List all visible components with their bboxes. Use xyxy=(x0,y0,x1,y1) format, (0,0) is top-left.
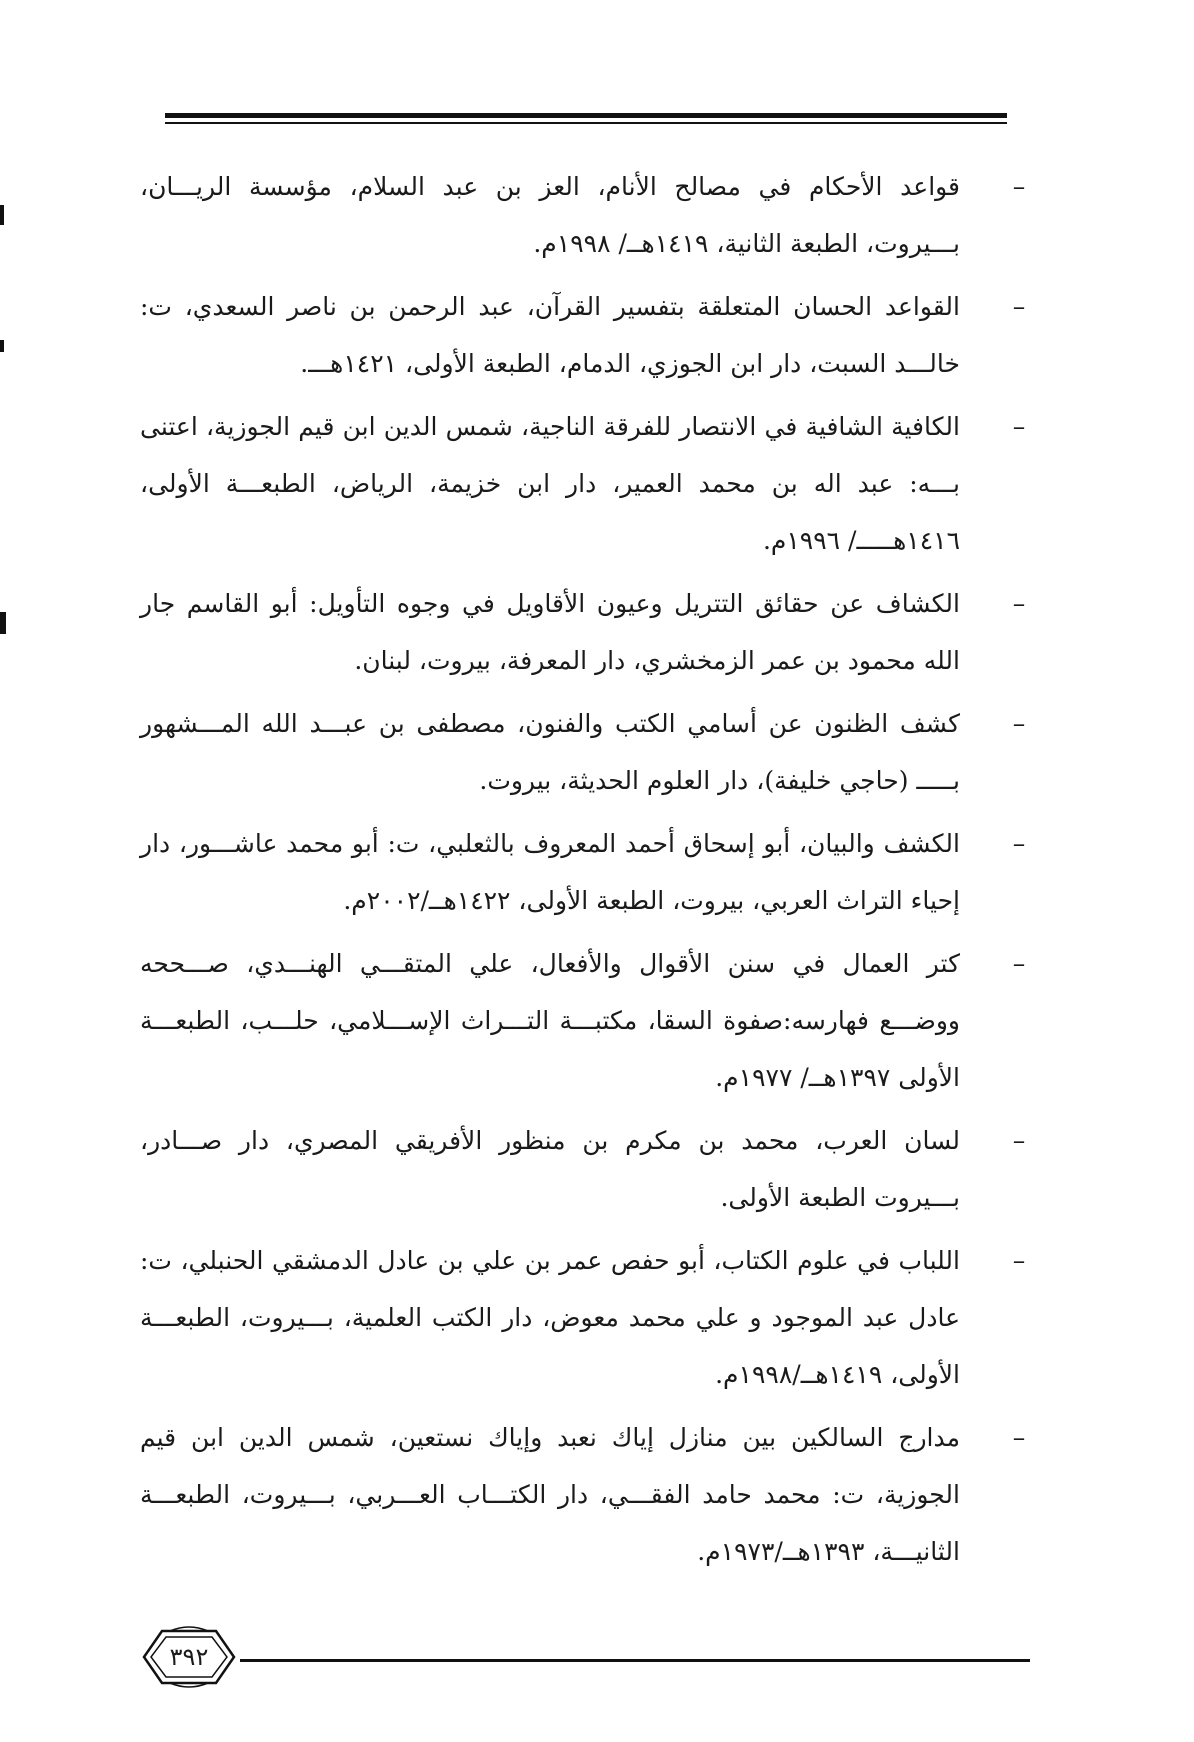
entry-dash: – xyxy=(1012,1423,1026,1452)
page-number-badge xyxy=(140,1625,238,1689)
scan-edge-mark xyxy=(0,205,4,225)
entry-dash: – xyxy=(1012,829,1026,858)
header-rule-thick xyxy=(165,113,1007,118)
bibliography-entry xyxy=(140,398,1030,569)
entry-dash: – xyxy=(1012,1126,1026,1155)
entry-dash: – xyxy=(1012,292,1026,321)
entry-text: الكشاف عن حقائق التتريل وعيون الأقاويل في وجوه التأويل: أبو القاسم جار الله محمود بن عمر الزمخشري، دار المعرفة، بيروت، لبنان. xyxy=(140,589,960,675)
page-number: ٣٩٢ xyxy=(169,1643,209,1671)
scan-edge-mark xyxy=(0,340,4,352)
footer-rule xyxy=(240,1659,1030,1662)
bibliography-entry xyxy=(140,935,1030,1106)
entry-dash: – xyxy=(1012,589,1026,618)
entry-text: الكشف والبيان، أبو إسحاق أحمد المعروف بالثعلبي، ت: أبو محمد عاشـــور، دار إحياء التراث العربي، بيروت، الطبعة الأولى، ١٤٢٢هــ/٢٠٠٢م. xyxy=(140,829,960,915)
bibliography-entry xyxy=(140,575,1030,689)
entry-dash: – xyxy=(1012,709,1026,738)
bibliography-list xyxy=(140,158,1030,1580)
bibliography-entry xyxy=(140,278,1030,392)
entry-text: الكافية الشافية في الانتصار للفرقة الناجية، شمس الدين ابن قيم الجوزية، اعتنى بـــه: عبد اله بن محمد العمير، دار ابن خزيمة، الرياض، الطبعـــة الأولى، ١٤١٦هـــــ/ ١٩٩٦م. xyxy=(140,412,960,555)
entry-dash: – xyxy=(1012,949,1026,978)
bibliography-entry xyxy=(140,1232,1030,1403)
entry-text: كتر العمال في سنن الأقوال والأفعال، علي المتقـــي الهنـــدي، صـــححه ووضـــع فهارسه:صفوة السقا، مكتبـــة التـــراث الإســـلامي، حلـــب، الطبعـــة الأولى ١٣٩٧هــ/ ١٩٧٧م. xyxy=(140,949,960,1092)
entry-dash: – xyxy=(1012,412,1026,441)
entry-dash: – xyxy=(1012,172,1026,201)
page-footer xyxy=(140,1625,1030,1689)
bibliography-entry xyxy=(140,815,1030,929)
bibliography-entry xyxy=(140,1409,1030,1580)
header-rule-thin xyxy=(165,122,1007,124)
entry-text: قواعد الأحكام في مصالح الأنام، العز بن عبد السلام، مؤسسة الريـــان، بـــيروت، الطبعة الثانية، ١٤١٩هــ/ ١٩٩٨م. xyxy=(140,172,960,258)
entry-text: اللباب في علوم الكتاب، أبو حفص عمر بن علي بن عادل الدمشقي الحنبلي، ت: عادل عبد الموجود و علي محمد معوض، دار الكتب العلمية، بـــيروت، الطبعـــة الأولى، ١٤١٩هــ/١٩٩٨م. xyxy=(140,1246,960,1389)
entry-text: مدارج السالكين بين منازل إياك نعبد وإياك نستعين، شمس الدين ابن قيم الجوزية، ت: محمد حامد الفقـــي، دار الكتـــاب العـــربي، بـــيروت، الطبعـــة الثانيـــة، ١٣٩٣هــ/١٩٧٣م. xyxy=(140,1423,960,1566)
bibliography-entry xyxy=(140,1112,1030,1226)
entry-text: كشف الظنون عن أسامي الكتب والفنون، مصطفى بن عبـــد الله المـــشهور بـــــ (حاجي خليفة)، دار العلوم الحديثة، بيروت. xyxy=(140,709,960,795)
bibliography-entry xyxy=(140,695,1030,809)
entry-text: القواعد الحسان المتعلقة بتفسير القرآن، عبد الرحمن بن ناصر السعدي، ت: خالـــد السبت، دار ابن الجوزي، الدمام، الطبعة الأولى، ١٤٢١هـــ. xyxy=(140,292,960,378)
bibliography-entry xyxy=(140,158,1030,272)
entry-dash: – xyxy=(1012,1246,1026,1275)
scan-edge-mark xyxy=(0,612,6,634)
entry-text: لسان العرب، محمد بن مكرم بن منظور الأفريقي المصري، دار صـــادر، بـــيروت الطبعة الأولى. xyxy=(140,1126,960,1212)
